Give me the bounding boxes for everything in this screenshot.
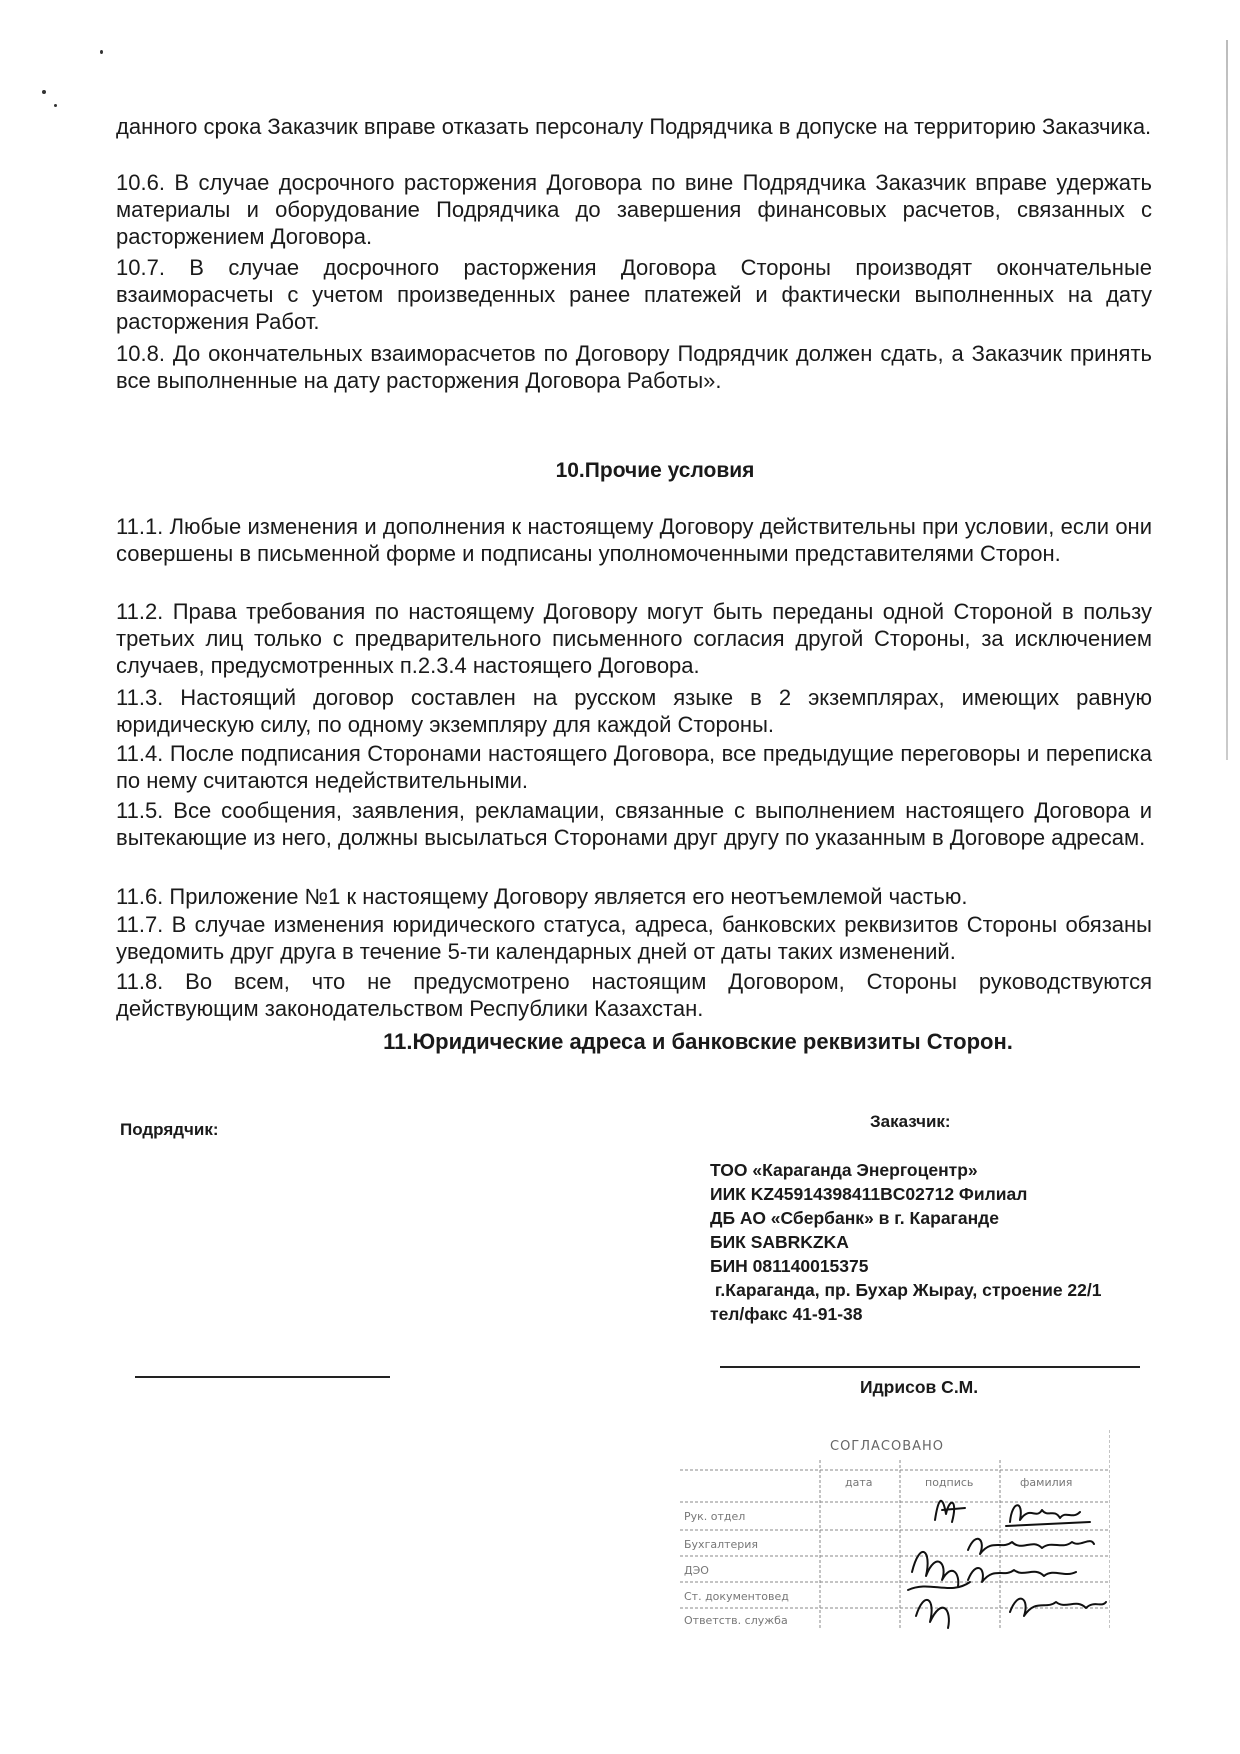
stamp-row: Бухгалтерия bbox=[684, 1538, 759, 1551]
customer-bin: БИН 081140015375 bbox=[710, 1256, 869, 1276]
approval-stamp bbox=[680, 1430, 1110, 1630]
clause-11-7: 11.7. В случае изменения юридического статуса, адреса, банковских реквизитов Стороны обязаны уведомить друг друга в течение 5-ти календарных дней от даты таких изменений. bbox=[116, 912, 1152, 964]
clause-11-3: 11.3. Настоящий договор составлен на русском языке в 2 экземплярах, имеющих равную юридическую силу, по одному экземпляру для каждой Стороны. bbox=[116, 685, 1152, 737]
clause-11-2: 11.2. Права требования по настоящему Договору могут быть переданы одной Стороной в пользу третьих лиц только с предварительного письменного согласия другой Стороны, за исключением случаев, предусмотренных п.2.3.4 настоящего Договора. bbox=[116, 599, 1152, 678]
scan-speck bbox=[54, 104, 57, 107]
signature-mark bbox=[935, 1501, 965, 1522]
section-title-requisites: 11.Юридические адреса и банковские реквизиты Сторон. bbox=[383, 1029, 1013, 1054]
customer-company: ТОО «Караганда Энергоцентр» bbox=[710, 1160, 978, 1180]
contractor-label: Подрядчик: bbox=[120, 1120, 219, 1139]
customer-label: Заказчик: bbox=[870, 1112, 951, 1131]
stamp-col-surname: фамилия bbox=[1020, 1476, 1073, 1489]
scan-speck bbox=[100, 50, 103, 54]
paragraph-10-5-continued: данного срока Заказчик вправе отказать персоналу Подрядчика в допуске на территорию Заказчика. bbox=[116, 114, 1152, 139]
scan-edge bbox=[1226, 40, 1228, 760]
signature-mark bbox=[1006, 1505, 1090, 1526]
signature-mark bbox=[908, 1552, 970, 1590]
stamp-title: СОГЛАСОВАНО bbox=[830, 1439, 945, 1454]
paragraph-10-7: 10.7. В случае досрочного расторжения Договора Стороны производят окончательные взаиморасчеты с учетом произведенных ранее платежей и фактически выполненных на дату расторжения Работ. bbox=[116, 255, 1152, 334]
paragraph-10-8: 10.8. До окончательных взаиморасчетов по Договору Подрядчик должен сдать, а Заказчик принять все выполненные на дату расторжения Договора Работы». bbox=[116, 341, 1152, 393]
clause-11-4: 11.4. После подписания Сторонами настоящего Договора, все предыдущие переговоры и переписка по нему считаются недействительными. bbox=[116, 741, 1152, 793]
clause-11-1: 11.1. Любые изменения и дополнения к настоящему Договору действительны при условии, если они совершены в письменной форме и подписаны уполномоченными представителями Сторон. bbox=[116, 514, 1152, 566]
customer-iik: ИИК KZ45914398411BC02712 Филиал bbox=[710, 1184, 1028, 1204]
stamp-col-signature: подпись bbox=[925, 1476, 974, 1489]
signature-mark bbox=[1010, 1599, 1106, 1616]
stamp-row: ДЭО bbox=[684, 1564, 709, 1577]
signature-mark bbox=[968, 1568, 1076, 1582]
contractor-signature-line bbox=[135, 1376, 390, 1378]
scan-speck bbox=[42, 90, 46, 94]
customer-bank: ДБ АО «Сбербанк» в г. Караганде bbox=[710, 1208, 999, 1228]
paragraph-10-6: 10.6. В случае досрочного расторжения Договора по вине Подрядчика Заказчик вправе удержать материалы и оборудование Подрядчика до завершения финансовых расчетов, связанных с расторжением Договора. bbox=[116, 170, 1152, 249]
stamp-row: Рук. отдел bbox=[684, 1510, 746, 1523]
signature-mark bbox=[968, 1539, 1094, 1554]
signature-mark bbox=[916, 1600, 949, 1628]
customer-address: г.Караганда, пр. Бухар Жырау, строение 22/1 bbox=[710, 1280, 1102, 1300]
stamp-row: Ответств. служба bbox=[684, 1614, 788, 1627]
clause-11-5: 11.5. Все сообщения, заявления, рекламации, связанные с выполнением настоящего Договора и вытекающие из него, должны высылаться Сторонами друг другу по указанным в Договоре адресам. bbox=[116, 798, 1152, 850]
section-title-other-conditions: 10.Прочие условия bbox=[555, 459, 755, 482]
customer-phone: тел/факс 41-91-38 bbox=[710, 1304, 863, 1324]
customer-signatory-name: Идрисов С.М. bbox=[860, 1377, 979, 1397]
customer-requisites bbox=[710, 1158, 1102, 1326]
clause-11-6: 11.6. Приложение №1 к настоящему Договору является его неотъемлемой частью. bbox=[116, 884, 968, 909]
clause-11-8: 11.8. Во всем, что не предусмотрено настоящим Договором, Стороны руководствуются действующим законодательством Республики Казахстан. bbox=[116, 969, 1152, 1021]
customer-signature-line bbox=[720, 1366, 1140, 1368]
stamp-row: Ст. документовед bbox=[684, 1590, 789, 1603]
customer-bik: БИК SABRKZKA bbox=[710, 1232, 849, 1252]
stamp-col-date: дата bbox=[845, 1476, 873, 1489]
